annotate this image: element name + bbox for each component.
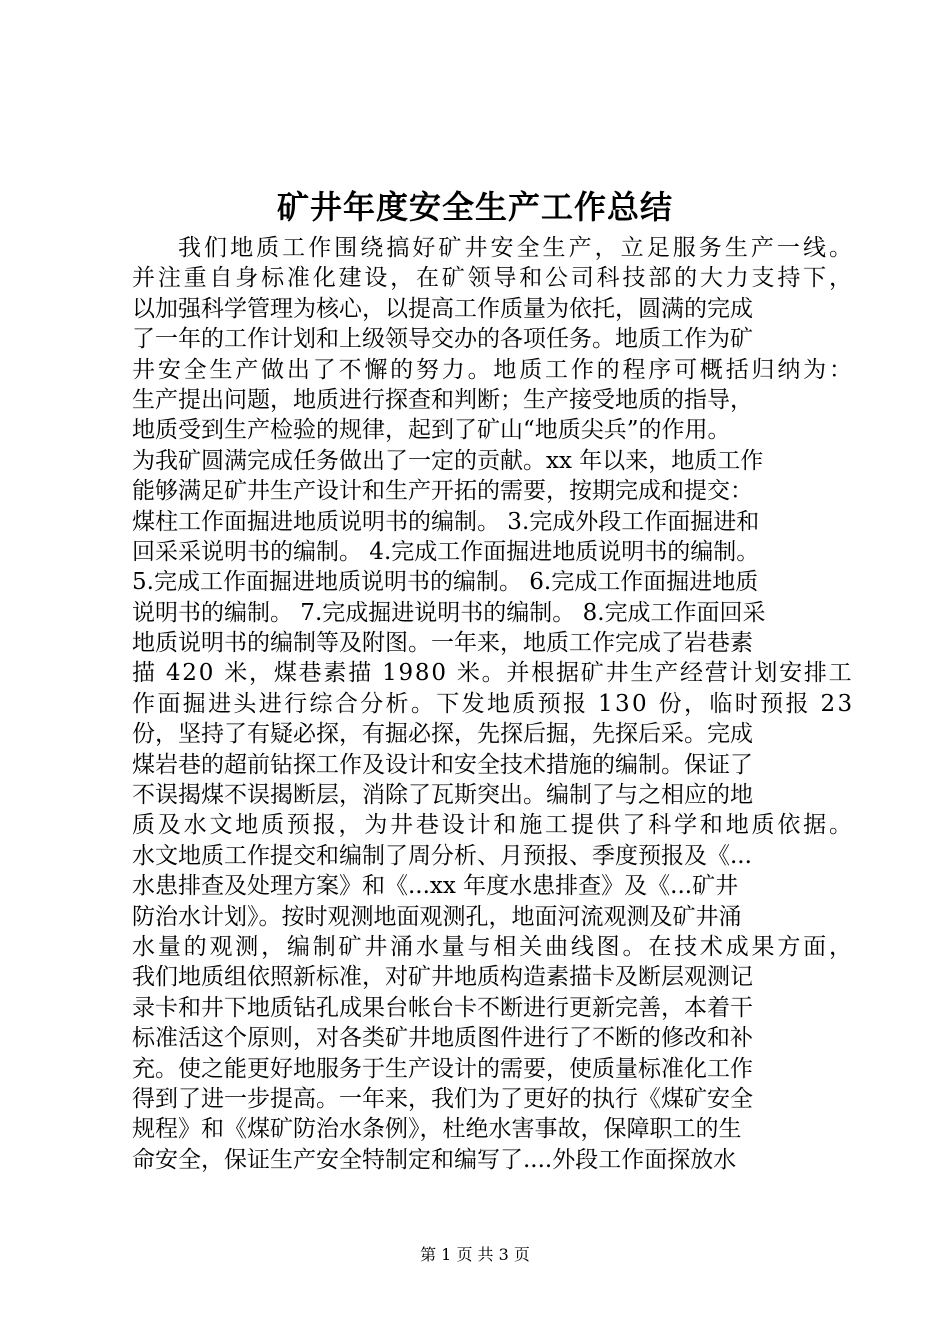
body-text-line: 水患排查及处理方案》和《...xx 年度水患排查》及《...矿井 (132, 873, 739, 900)
body-text-line: 水文地质工作提交和编制了周分析、月预报、季度预报及《... (132, 842, 752, 869)
body-text-line: 命安全，保证生产安全特制定和编写了....外段工作面探放水 (132, 1146, 737, 1173)
page-number-footer: 第 1 页 共 3 页 (420, 1245, 530, 1264)
body-text-line: 为我矿圆满完成任务做出了一定的贡献。xx 年以来，地质工作 (132, 447, 764, 474)
body-text-line: 作面掘进头进行综合分析。下发地质预报 130 份，临时预报 23 (132, 690, 855, 717)
body-text-line: 地质说明书的编制等及附图。一年来，地质工作完成了岩巷素 (132, 630, 753, 657)
body-text-line: 充。使之能更好地服务于生产设计的需要，使质量标准化工作 (132, 1055, 753, 1082)
body-text-line: 不误揭煤不误揭断层，消除了瓦斯突出。编制了与之相应的地 (132, 782, 753, 809)
body-text-line: 防治水计划》。按时观测地面观测孔，地面河流观测及矿井涌 (132, 903, 742, 930)
body-text-line: 生产提出问题，地质进行探查和判断；生产接受地质的指导， (132, 386, 753, 413)
body-text-line: 质及水文地质预报，为井巷设计和施工提供了科学和地质依据。 (132, 812, 855, 839)
body-text-line: 5.完成工作面掘进地质说明书的编制。 6.完成工作面掘进地质 (132, 569, 759, 596)
body-text-line: 得到了进一步提高。一年来，我们为了更好的执行《煤矿安全 (132, 1085, 753, 1112)
body-text-line: 井安全生产做出了不懈的努力。地质工作的程序可概括归纳为： (132, 356, 855, 383)
body-text-line: 描 420 米，煤巷素描 1980 米。并根据矿井生产经营计划安排工 (132, 660, 854, 687)
body-text-line: 能够满足矿井生产设计和生产开拓的需要，按期完成和提交： (132, 478, 753, 505)
body-text-line: 了一年的工作计划和上级领导交办的各项任务。地质工作为矿 (132, 326, 753, 353)
body-text-line: 以加强科学管理为核心，以提高工作质量为依托，圆满的完成 (132, 295, 753, 322)
body-text-line: 份，坚持了有疑必探，有掘必探，先探后掘，先探后采。完成 (132, 721, 753, 748)
body-text-line: 说明书的编制。 7.完成掘进说明书的编制。 8.完成工作面回采 (132, 599, 766, 626)
body-text-line: 地质受到生产检验的规律，起到了矿山“地质尖兵”的作用。 (132, 417, 731, 444)
body-text-line: 标准活这个原则，对各类矿井地质图件进行了不断的修改和补 (132, 1025, 753, 1052)
body-text-line: 录卡和井下地质钻孔成果台帐台卡不断进行更新完善，本着干 (132, 994, 753, 1021)
body-text-line: 煤岩巷的超前钻探工作及设计和安全技术措施的编制。保证了 (132, 751, 753, 778)
body-text-line: 并注重自身标准化建设，在矿领导和公司科技部的大力支持下， (132, 265, 855, 292)
document-body (132, 233, 856, 1175)
document-title: 矿井年度安全生产工作总结 (276, 188, 673, 226)
body-text-line: 水量的观测，编制矿井涌水量与相关曲线图。在技术成果方面， (132, 933, 855, 960)
body-text-line: 我们地质组依照新标准，对矿井地质构造素描卡及断层观测记 (132, 964, 753, 991)
body-text-line: 煤柱工作面掘进地质说明书的编制。 3.完成外段工作面掘进和 (132, 508, 760, 535)
body-text-line: 我们地质工作围绕搞好矿井安全生产，立足服务生产一线。 (178, 235, 856, 261)
body-text-line: 规程》和《煤矿防治水条例》，杜绝水害事故，保障职工的生 (132, 1116, 742, 1143)
body-text-line: 回采采说明书的编制。 4.完成工作面掘进地质说明书的编制。 (132, 538, 760, 565)
